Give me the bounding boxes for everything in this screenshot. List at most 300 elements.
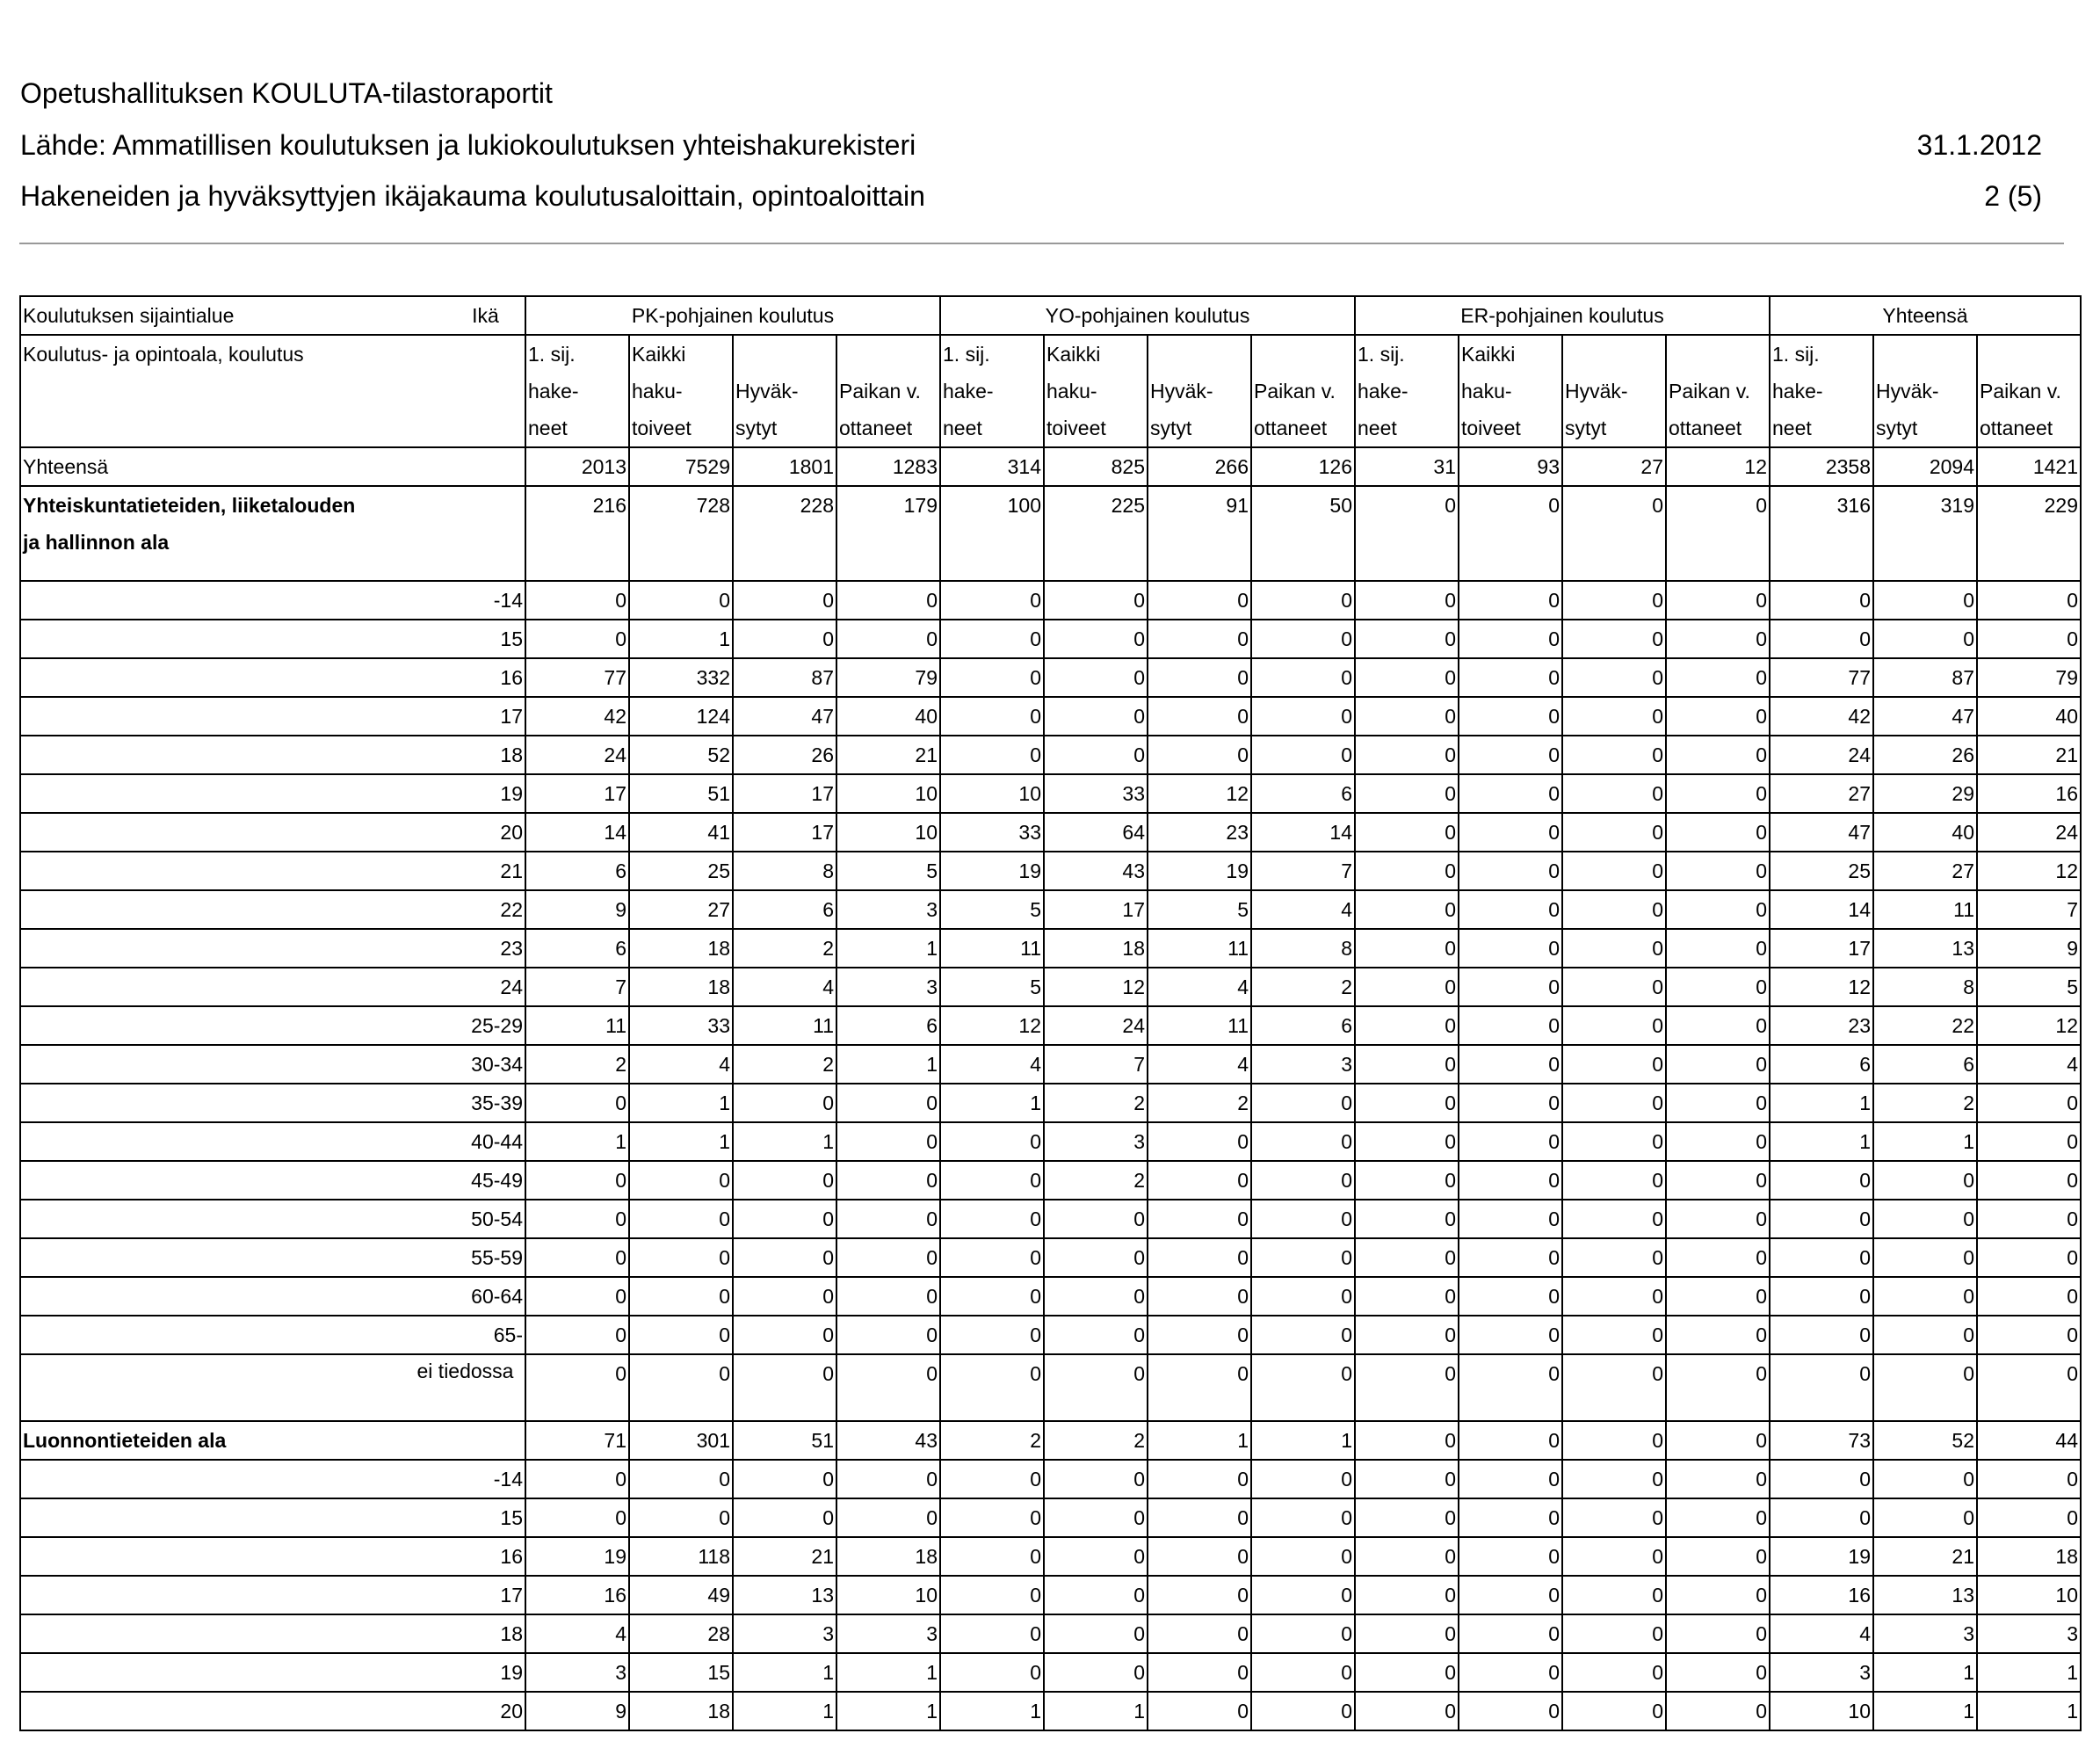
column-header-kaikki-1-line1: haku- (1044, 373, 1148, 410)
column-header-paikan-3-line0 (1977, 335, 2081, 373)
value-cell: 0 (1251, 1537, 1355, 1576)
value-cell: 0 (1977, 1354, 2081, 1421)
value-cell: 11 (1148, 1006, 1251, 1045)
value-cell: 0 (629, 581, 733, 620)
table-row-age (20, 658, 2081, 697)
value-cell: 0 (1355, 736, 1459, 774)
value-cell: 40 (836, 697, 940, 736)
value-cell: 0 (1355, 968, 1459, 1006)
value-cell: 316 (1770, 486, 1873, 581)
value-cell: 10 (1977, 1576, 2081, 1614)
value-cell: 0 (1251, 1498, 1355, 1537)
value-cell: 0 (629, 1316, 733, 1354)
education-field-label: Luonnontieteiden ala (20, 1421, 525, 1460)
value-cell: 33 (940, 813, 1044, 852)
value-cell: 0 (525, 1161, 629, 1200)
value-cell: 1 (1251, 1421, 1355, 1460)
value-cell: 0 (940, 1614, 1044, 1653)
value-cell: 0 (1666, 1498, 1770, 1537)
column-header-paikan-0-line1: Paikan v. (836, 373, 940, 410)
value-cell: 0 (1459, 1200, 1562, 1238)
value-cell: 0 (1355, 1238, 1459, 1277)
column-header-hyv-2-line1: Hyväk- (1562, 373, 1666, 410)
value-cell: 0 (1251, 736, 1355, 774)
value-cell: 0 (1355, 1614, 1459, 1653)
value-cell: 0 (733, 1498, 836, 1537)
value-cell: 0 (940, 620, 1044, 658)
table-row-age (20, 697, 2081, 736)
value-cell: 87 (1873, 658, 1977, 697)
value-cell: 0 (1666, 1316, 1770, 1354)
value-cell: 0 (525, 1498, 629, 1537)
value-cell: 47 (1770, 813, 1873, 852)
value-cell: 0 (1562, 1200, 1666, 1238)
column-header-hyv-1-line0 (1148, 335, 1251, 373)
value-cell: 21 (836, 736, 940, 774)
group-header-total: Yhteensä (1770, 296, 2081, 335)
column-header-hyv-1-line2: sytyt (1148, 410, 1251, 447)
value-cell: 0 (1873, 1277, 1977, 1316)
age-label: 22 (20, 890, 525, 929)
value-cell: 266 (1148, 447, 1251, 486)
value-cell: 0 (1562, 968, 1666, 1006)
table-row-age (20, 1614, 2081, 1653)
value-cell: 1 (1770, 1084, 1873, 1122)
value-cell: 0 (1355, 1653, 1459, 1692)
value-cell: 71 (525, 1421, 629, 1460)
value-cell: 51 (629, 774, 733, 813)
value-cell: 23 (1148, 813, 1251, 852)
value-cell: 0 (1770, 1316, 1873, 1354)
value-cell: 2 (525, 1045, 629, 1084)
value-cell: 0 (1148, 697, 1251, 736)
value-cell: 3 (525, 1653, 629, 1692)
value-cell: 42 (525, 697, 629, 736)
value-cell: 0 (1873, 1200, 1977, 1238)
value-cell: 2 (1044, 1161, 1148, 1200)
age-label: 50-54 (20, 1200, 525, 1238)
value-cell: 0 (1459, 890, 1562, 929)
value-cell: 0 (525, 1460, 629, 1498)
value-cell: 0 (1562, 1692, 1666, 1730)
value-cell: 91 (1148, 486, 1251, 581)
age-label: 16 (20, 658, 525, 697)
value-cell: 19 (940, 852, 1044, 890)
value-cell: 0 (1044, 1614, 1148, 1653)
value-cell: 0 (1148, 1122, 1251, 1161)
value-cell: 1 (836, 1045, 940, 1084)
value-cell: 0 (525, 1238, 629, 1277)
value-cell: 0 (1355, 658, 1459, 697)
value-cell: 0 (1666, 1614, 1770, 1653)
value-cell: 0 (1562, 1576, 1666, 1614)
value-cell: 33 (1044, 774, 1148, 813)
value-cell: 43 (836, 1421, 940, 1460)
value-cell: 4 (629, 1045, 733, 1084)
group-header-pk: PK-pohjainen koulutus (525, 296, 940, 335)
value-cell: 12 (1666, 447, 1770, 486)
value-cell: 0 (733, 1277, 836, 1316)
value-cell: 0 (1459, 1122, 1562, 1161)
value-cell: 2 (940, 1421, 1044, 1460)
value-cell: 0 (1666, 1277, 1770, 1316)
value-cell: 0 (1770, 581, 1873, 620)
value-cell: 8 (733, 852, 836, 890)
value-cell: 0 (1459, 658, 1562, 697)
value-cell: 0 (1459, 774, 1562, 813)
value-cell: 0 (1148, 1692, 1251, 1730)
value-cell: 9 (525, 890, 629, 929)
value-cell: 24 (1977, 813, 2081, 852)
column-header-sij-1-line2: neet (940, 410, 1044, 447)
value-cell: 40 (1977, 697, 2081, 736)
column-header-hyv-0-line0 (733, 335, 836, 373)
value-cell: 0 (1044, 1460, 1148, 1498)
value-cell: 0 (1459, 1460, 1562, 1498)
value-cell: 0 (940, 1498, 1044, 1537)
value-cell: 16 (1770, 1576, 1873, 1614)
value-cell: 27 (1562, 447, 1666, 486)
age-label: 60-64 (20, 1277, 525, 1316)
value-cell: 0 (940, 1277, 1044, 1316)
value-cell: 0 (1562, 1238, 1666, 1277)
value-cell: 0 (1459, 1537, 1562, 1576)
table-row-age (20, 1084, 2081, 1122)
value-cell: 0 (629, 1200, 733, 1238)
value-cell: 0 (1666, 620, 1770, 658)
value-cell: 0 (1562, 1084, 1666, 1122)
value-cell: 0 (629, 1161, 733, 1200)
column-header-sij-3-line2: neet (1770, 410, 1873, 447)
value-cell: 0 (1251, 658, 1355, 697)
age-label: -14 (20, 581, 525, 620)
value-cell: 0 (629, 1354, 733, 1421)
value-cell: 24 (525, 736, 629, 774)
age-label: 35-39 (20, 1084, 525, 1122)
age-label: 24 (20, 968, 525, 1006)
value-cell: 3 (836, 1614, 940, 1653)
value-cell: 11 (1148, 929, 1251, 968)
value-cell: 0 (940, 1354, 1044, 1421)
value-cell: 0 (836, 620, 940, 658)
value-cell: 0 (1873, 1498, 1977, 1537)
value-cell: 0 (1562, 1498, 1666, 1537)
value-cell: 0 (1044, 1653, 1148, 1692)
value-cell: 52 (1873, 1421, 1977, 1460)
value-cell: 1 (1770, 1122, 1873, 1161)
value-cell: 0 (1459, 1006, 1562, 1045)
value-cell: 0 (1977, 1084, 2081, 1122)
value-cell: 0 (1459, 1161, 1562, 1200)
value-cell: 25 (629, 852, 733, 890)
value-cell: 1 (836, 929, 940, 968)
value-cell: 0 (1666, 1200, 1770, 1238)
age-label: 40-44 (20, 1122, 525, 1161)
value-cell: 118 (629, 1537, 733, 1576)
value-cell: 8 (1873, 968, 1977, 1006)
value-cell: 11 (525, 1006, 629, 1045)
value-cell: 5 (836, 852, 940, 890)
age-label: 21 (20, 852, 525, 890)
value-cell: 11 (1873, 890, 1977, 929)
value-cell: 0 (1148, 1277, 1251, 1316)
value-cell: 0 (836, 1161, 940, 1200)
value-cell: 0 (1044, 620, 1148, 658)
value-cell: 5 (940, 968, 1044, 1006)
value-cell: 0 (1977, 620, 2081, 658)
value-cell: 100 (940, 486, 1044, 581)
value-cell: 0 (1044, 1498, 1148, 1537)
value-cell: 6 (1251, 1006, 1355, 1045)
value-cell: 0 (1562, 1277, 1666, 1316)
column-header-kaikki-2-line2: toiveet (1459, 410, 1562, 447)
table-row-age (20, 1122, 2081, 1161)
age-label: 20 (20, 813, 525, 852)
value-cell: 0 (1873, 1316, 1977, 1354)
age-label: 25-29 (20, 1006, 525, 1045)
value-cell: 2 (1148, 1084, 1251, 1122)
value-cell: 0 (1459, 1421, 1562, 1460)
value-cell: 19 (1770, 1537, 1873, 1576)
value-cell: 9 (1977, 929, 2081, 968)
value-cell: 22 (1873, 1006, 1977, 1045)
column-header-kaikki-0-line0: Kaikki (629, 335, 733, 373)
value-cell: 18 (1977, 1537, 2081, 1576)
value-cell: 0 (1251, 1084, 1355, 1122)
table-row-age (20, 890, 2081, 929)
value-cell: 0 (1355, 852, 1459, 890)
value-cell: 1 (940, 1692, 1044, 1730)
table-row-age (20, 1200, 2081, 1238)
value-cell: 26 (1873, 736, 1977, 774)
value-cell: 0 (1251, 620, 1355, 658)
value-cell: 0 (1044, 1537, 1148, 1576)
value-cell: 0 (1251, 1692, 1355, 1730)
value-cell: 0 (836, 1238, 940, 1277)
table-row-age (20, 736, 2081, 774)
value-cell: 0 (1355, 774, 1459, 813)
table-row-age (20, 1692, 2081, 1730)
value-cell: 0 (1044, 1200, 1148, 1238)
value-cell: 0 (1873, 1460, 1977, 1498)
age-label: 30-34 (20, 1045, 525, 1084)
value-cell: 4 (525, 1614, 629, 1653)
value-cell: 24 (1044, 1006, 1148, 1045)
value-cell: 0 (1355, 1045, 1459, 1084)
value-cell: 13 (1873, 929, 1977, 968)
value-cell: 0 (1148, 1200, 1251, 1238)
value-cell: 0 (1562, 658, 1666, 697)
value-cell: 0 (1562, 1460, 1666, 1498)
value-cell: 0 (1044, 1238, 1148, 1277)
value-cell: 0 (940, 1161, 1044, 1200)
value-cell: 1 (525, 1122, 629, 1161)
column-header-paikan-0-line2: ottaneet (836, 410, 940, 447)
column-header-sij-3-line1: hake- (1770, 373, 1873, 410)
value-cell: 2 (1873, 1084, 1977, 1122)
age-label: -14 (20, 1460, 525, 1498)
value-cell: 0 (1148, 1653, 1251, 1692)
value-cell: 5 (1977, 968, 2081, 1006)
value-cell: 8 (1251, 929, 1355, 968)
value-cell: 0 (1459, 1277, 1562, 1316)
value-cell: 64 (1044, 813, 1148, 852)
table-row-age (20, 968, 2081, 1006)
header-rule (19, 243, 2064, 244)
value-cell: 3 (1873, 1614, 1977, 1653)
value-cell: 0 (1251, 581, 1355, 620)
column-header-kaikki-0-line1: haku- (629, 373, 733, 410)
value-cell: 319 (1873, 486, 1977, 581)
value-cell: 12 (940, 1006, 1044, 1045)
value-cell: 1 (836, 1653, 940, 1692)
value-cell: 0 (1251, 1316, 1355, 1354)
column-header-paikan-3-line2: ottaneet (1977, 410, 2081, 447)
value-cell: 0 (1666, 1692, 1770, 1730)
value-cell: 0 (1355, 486, 1459, 581)
group-header-yo: YO-pohjainen koulutus (940, 296, 1355, 335)
column-header-paikan-3-line1: Paikan v. (1977, 373, 2081, 410)
value-cell: 0 (1148, 620, 1251, 658)
value-cell: 0 (836, 1084, 940, 1122)
value-cell: 0 (1562, 852, 1666, 890)
value-cell: 0 (1562, 620, 1666, 658)
value-cell: 2013 (525, 447, 629, 486)
value-cell: 0 (1562, 1122, 1666, 1161)
column-header-sij-1-line0: 1. sij. (940, 335, 1044, 373)
value-cell: 0 (1044, 1576, 1148, 1614)
value-cell: 216 (525, 486, 629, 581)
value-cell: 79 (1977, 658, 2081, 697)
value-cell: 0 (1770, 1277, 1873, 1316)
value-cell: 126 (1251, 447, 1355, 486)
column-header-kaikki-1-line0: Kaikki (1044, 335, 1148, 373)
table-row-group (20, 447, 2081, 486)
value-cell: 0 (733, 1354, 836, 1421)
value-cell: 26 (733, 736, 836, 774)
value-cell: 18 (629, 1692, 733, 1730)
value-cell: 0 (1666, 1006, 1770, 1045)
value-cell: 0 (1666, 581, 1770, 620)
value-cell: 0 (940, 1576, 1044, 1614)
education-field-label: Yhteiskuntatieteiden, liiketalouden ja hallinnon ala (20, 486, 525, 581)
column-header-paikan-2-line0 (1666, 335, 1770, 373)
column-header-hyv-1-line1: Hyväk- (1148, 373, 1251, 410)
value-cell: 1 (1977, 1653, 2081, 1692)
value-cell: 0 (525, 1084, 629, 1122)
value-cell: 0 (1355, 1006, 1459, 1045)
value-cell: 0 (1459, 1238, 1562, 1277)
value-cell: 0 (1977, 581, 2081, 620)
value-cell: 0 (1251, 1238, 1355, 1277)
column-header-sij-0-line2: neet (525, 410, 629, 447)
age-label: 55-59 (20, 1238, 525, 1277)
value-cell: 0 (836, 1316, 940, 1354)
value-cell: 47 (733, 697, 836, 736)
table-row-age (20, 1161, 2081, 1200)
value-cell: 0 (1355, 1576, 1459, 1614)
value-cell: 1 (733, 1692, 836, 1730)
report-source: Lähde: Ammatillisen koulutuksen ja lukiokoulutuksen yhteishakurekisteri (20, 129, 916, 161)
value-cell: 21 (733, 1537, 836, 1576)
value-cell: 4 (733, 968, 836, 1006)
age-label: 15 (20, 620, 525, 658)
value-cell: 0 (733, 1161, 836, 1200)
column-header-paikan-1-line2: ottaneet (1251, 410, 1355, 447)
value-cell: 18 (1044, 929, 1148, 968)
value-cell: 16 (525, 1576, 629, 1614)
value-cell: 0 (1562, 697, 1666, 736)
value-cell: 11 (940, 929, 1044, 968)
value-cell: 0 (1355, 813, 1459, 852)
value-cell: 0 (1148, 1576, 1251, 1614)
value-cell: 0 (1355, 1161, 1459, 1200)
value-cell: 0 (1666, 929, 1770, 968)
value-cell: 0 (629, 1460, 733, 1498)
table-row-group (20, 1421, 2081, 1460)
value-cell: 6 (1251, 774, 1355, 813)
column-header-hyv-2-line2: sytyt (1562, 410, 1666, 447)
value-cell: 17 (1770, 929, 1873, 968)
value-cell: 0 (940, 1200, 1044, 1238)
value-cell: 12 (1770, 968, 1873, 1006)
value-cell: 0 (1666, 813, 1770, 852)
group-header-er: ER-pohjainen koulutus (1355, 296, 1770, 335)
value-cell: 6 (525, 852, 629, 890)
header-field-label: Koulutus- ja opintoala, koulutus (20, 335, 525, 373)
column-header-kaikki-2-line1: haku- (1459, 373, 1562, 410)
value-cell: 0 (940, 658, 1044, 697)
table-row-group (20, 486, 2081, 581)
value-cell: 3 (836, 968, 940, 1006)
value-cell: 0 (1562, 1161, 1666, 1200)
value-cell: 1 (1148, 1421, 1251, 1460)
table-row-age (20, 1045, 2081, 1084)
value-cell: 0 (1666, 1122, 1770, 1161)
value-cell: 0 (1044, 736, 1148, 774)
value-cell: 9 (525, 1692, 629, 1730)
value-cell: 10 (836, 813, 940, 852)
value-cell: 6 (836, 1006, 940, 1045)
value-cell: 1 (629, 620, 733, 658)
column-header-sij-1-line1: hake- (940, 373, 1044, 410)
value-cell: 0 (1251, 1122, 1355, 1161)
value-cell: 0 (836, 1200, 940, 1238)
column-header-sij-3-line0: 1. sij. (1770, 335, 1873, 373)
value-cell: 0 (1770, 620, 1873, 658)
value-cell: 14 (1251, 813, 1355, 852)
value-cell: 0 (1666, 1653, 1770, 1692)
value-cell: 18 (629, 968, 733, 1006)
value-cell: 11 (733, 1006, 836, 1045)
value-cell: 728 (629, 486, 733, 581)
value-cell: 10 (836, 774, 940, 813)
value-cell: 3 (733, 1614, 836, 1653)
table-row-age (20, 929, 2081, 968)
value-cell: 0 (1666, 486, 1770, 581)
value-cell: 0 (525, 581, 629, 620)
value-cell: 0 (1770, 1460, 1873, 1498)
value-cell: 4 (1251, 890, 1355, 929)
value-cell: 0 (940, 736, 1044, 774)
value-cell: 13 (1873, 1576, 1977, 1614)
value-cell: 0 (1770, 1354, 1873, 1421)
report-date: 31.1.2012 (1916, 129, 2042, 161)
value-cell: 0 (1355, 1537, 1459, 1576)
value-cell: 0 (1666, 852, 1770, 890)
value-cell: 18 (629, 929, 733, 968)
value-cell: 77 (1770, 658, 1873, 697)
